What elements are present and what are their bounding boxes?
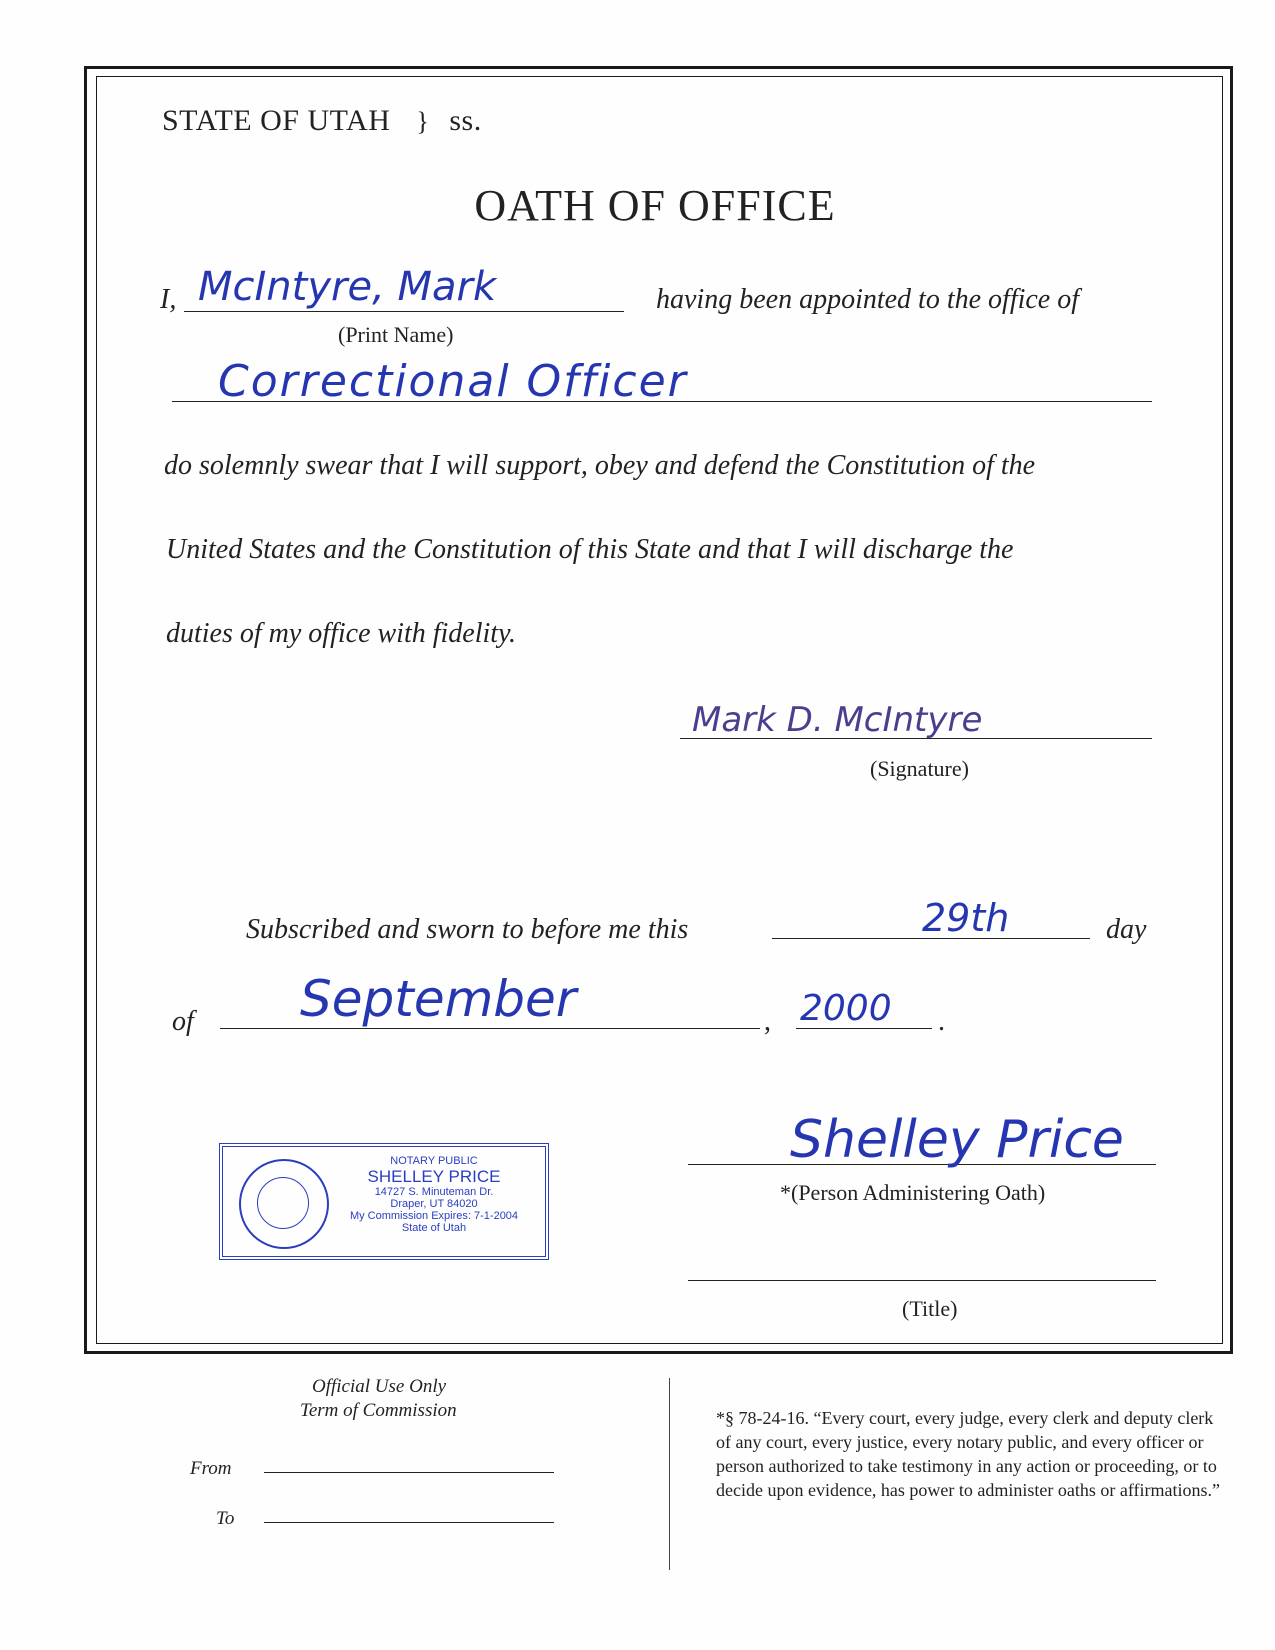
year-handwritten: 2000 bbox=[800, 988, 892, 1029]
ss-abbrev: ss. bbox=[449, 104, 482, 137]
from-line[interactable] bbox=[264, 1472, 554, 1473]
name-line[interactable] bbox=[184, 311, 624, 312]
venue-line bbox=[162, 104, 482, 138]
oath-line-3: duties of my office with fidelity. bbox=[166, 618, 516, 649]
stamp-state: State of Utah bbox=[401, 1222, 467, 1234]
pronoun: I, bbox=[160, 284, 177, 315]
appointed-text: having been appointed to the office of bbox=[656, 284, 1080, 315]
sworn-prefix: Subscribed and sworn to before me this bbox=[246, 914, 689, 945]
from-label: From bbox=[190, 1458, 232, 1479]
official-use-line2: Term of Commission bbox=[300, 1400, 457, 1421]
administering-caption: *(Person Administering Oath) bbox=[780, 1180, 1046, 1205]
name-handwritten: McIntyre, Mark bbox=[198, 264, 497, 310]
seal-emblem bbox=[257, 1177, 309, 1229]
print-name-caption: (Print Name) bbox=[338, 322, 454, 347]
day-handwritten: 29th bbox=[922, 896, 1010, 940]
period: . bbox=[938, 1006, 945, 1037]
month-handwritten: September bbox=[300, 970, 577, 1028]
day-word: day bbox=[1106, 914, 1147, 945]
statute-footnote: *§ 78-24-16. “Every court, every judge, every clerk and deputy clerk of any court, every justice, every notary public, and every officer or person authorized to take testimony in any action or proceeding, or to decide upon evidence, has power to administer oaths or affirmations.” bbox=[716, 1408, 1221, 1500]
office-handwritten: Correctional Officer bbox=[218, 356, 688, 407]
oath-line-1: do solemnly swear that I will support, obey and defend the Constitution of the bbox=[164, 450, 1036, 481]
of-word: of bbox=[172, 1006, 194, 1037]
stamp-notary-name: SHELLEY PRICE bbox=[367, 1167, 501, 1186]
stamp-address1: 14727 S. Minuteman Dr. bbox=[374, 1186, 494, 1198]
signature-caption: (Signature) bbox=[870, 756, 969, 781]
stamp-address2: Draper, UT 84020 bbox=[390, 1198, 478, 1210]
stamp-commission: My Commission Expires: 7-1-2004 bbox=[349, 1210, 519, 1222]
oath-line-2: United States and the Constitution of this State and that I will discharge the bbox=[166, 534, 1014, 565]
comma: , bbox=[764, 1006, 771, 1037]
footer-divider bbox=[669, 1378, 670, 1570]
signature-handwritten: Mark D. McIntyre bbox=[692, 700, 983, 740]
month-line[interactable] bbox=[220, 1028, 760, 1029]
stamp-heading: NOTARY PUBLIC bbox=[390, 1155, 478, 1167]
official-use-line1: Official Use Only bbox=[312, 1376, 447, 1397]
title-line[interactable] bbox=[688, 1280, 1156, 1281]
title-caption: (Title) bbox=[902, 1296, 958, 1321]
to-line[interactable] bbox=[264, 1522, 554, 1523]
notary-stamp bbox=[219, 1143, 549, 1260]
state-name: STATE OF UTAH bbox=[162, 104, 391, 137]
stamp-text bbox=[323, 1155, 545, 1234]
state-seal bbox=[239, 1159, 329, 1249]
brace: } bbox=[416, 107, 430, 136]
to-label: To bbox=[216, 1508, 235, 1529]
document-title: OATH OF OFFICE bbox=[474, 181, 836, 230]
administering-signature: Shelley Price bbox=[790, 1110, 1124, 1170]
